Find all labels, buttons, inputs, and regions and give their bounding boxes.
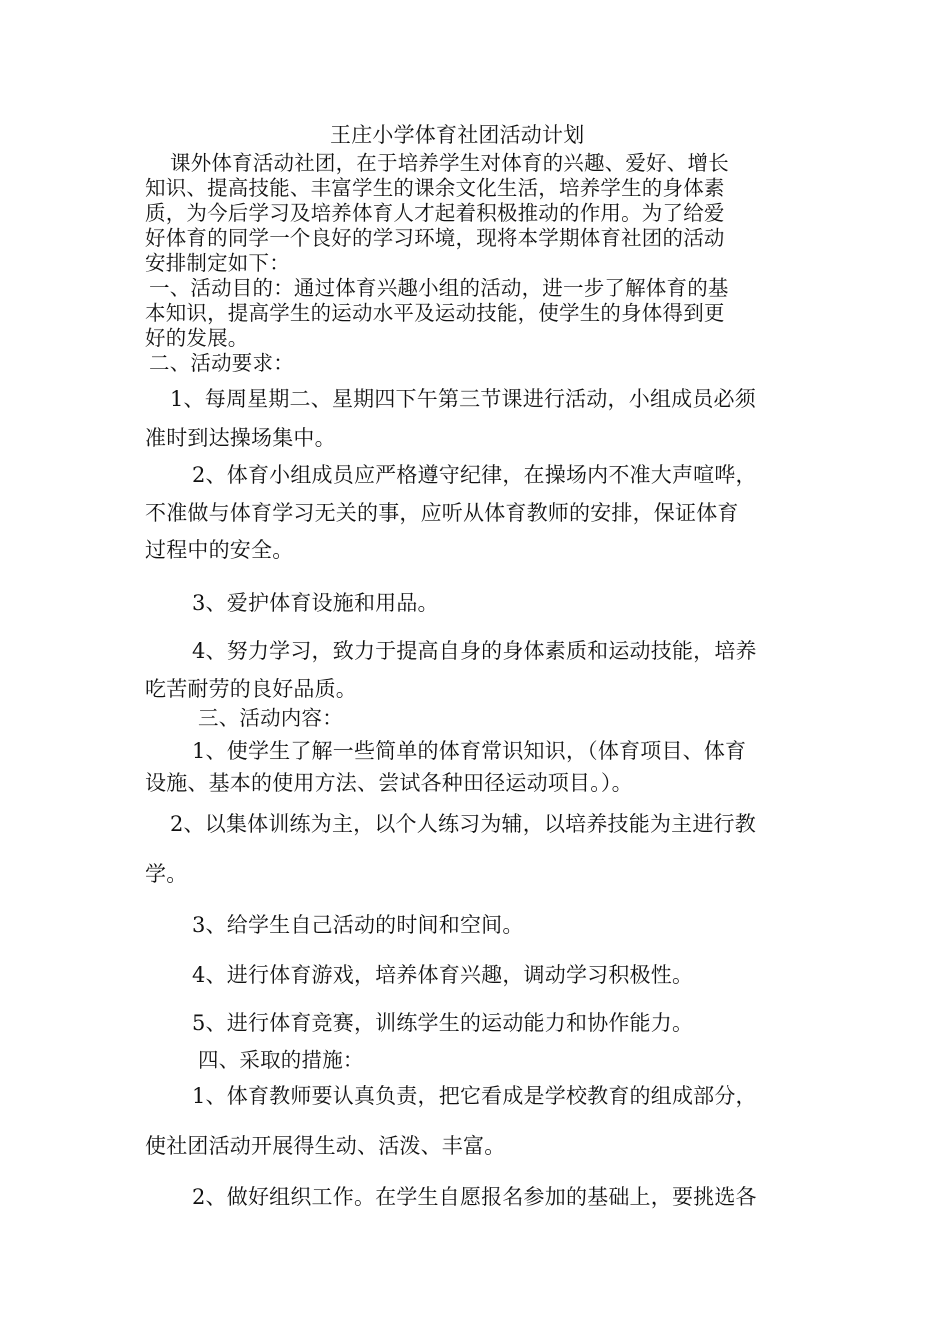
measure-1-line-1: 1、体育教师要认真负责，把它看成是学校教育的组成部分， (192, 1084, 757, 1108)
requirement-4-line-2: 吃苦耐劳的良好品质。 (145, 677, 357, 701)
intro-line-4: 好体育的同学一个良好的学习环境，现将本学期体育社团的活动 (145, 226, 725, 250)
section-1-line-3: 好的发展。 (145, 326, 249, 350)
intro-line-5: 安排制定如下： (145, 251, 290, 275)
section-1-line-2: 本知识，提高学生的运动水平及运动技能，使学生的身体得到更 (145, 301, 725, 325)
content-3: 3、给学生自己活动的时间和空间。 (192, 913, 524, 937)
requirement-1-line-2: 准时到达操场集中。 (145, 426, 336, 450)
requirement-2-line-2: 不准做与体育学习无关的事，应听从体育教师的安排，保证体育 (145, 501, 739, 525)
requirement-4-line-1: 4、努力学习，致力于提高自身的身体素质和运动技能，培养 (192, 639, 757, 663)
requirement-3: 3、爱护体育设施和用品。 (192, 591, 439, 615)
requirement-2-line-1: 2、体育小组成员应严格遵守纪律，在操场内不准大声喧哗， (192, 463, 757, 487)
intro-line-2: 知识、提高技能、丰富学生的课余文化生活，培养学生的身体素 (145, 176, 725, 200)
section-4-heading: 四、采取的措施： (198, 1048, 364, 1072)
measure-1-line-2: 使社团活动开展得生动、活泼、丰富。 (145, 1134, 506, 1158)
requirement-2-line-3: 过程中的安全。 (145, 538, 294, 562)
section-1-line-1: 一、活动目的：通过体育兴趣小组的活动，进一步了解体育的基 (149, 276, 729, 300)
content-1-line-2: 设施、基本的使用方法、尝试各种田径运动项目。）。 (145, 771, 633, 795)
intro-line-3: 质，为今后学习及培养体育人才起着积极推动的作用。为了给爱 (145, 201, 725, 225)
intro-line-1: 课外体育活动社团，在于培养学生对体育的兴趣、爱好、增长 (170, 151, 729, 175)
section-3-heading: 三、活动内容： (198, 706, 343, 730)
content-1-line-1: 1、使学生了解一些简单的体育常识知识，（体育项目、体育 (192, 739, 747, 763)
content-4: 4、进行体育游戏，培养体育兴趣，调动学习积极性。 (192, 963, 694, 987)
content-2-line-1: 2、以集体训练为主，以个人练习为辅，以培养技能为主进行教 (170, 812, 756, 836)
content-5: 5、进行体育竞赛，训练学生的运动能力和协作能力。 (192, 1011, 694, 1035)
section-2-heading: 二、活动要求： (149, 351, 294, 375)
measure-2-line-1: 2、做好组织工作。在学生自愿报名参加的基础上，要挑选各 (192, 1185, 757, 1209)
document-title: 王庄小学体育社团活动计划 (330, 123, 585, 147)
requirement-1-line-1: 1、每周星期二、星期四下午第三节课进行活动，小组成员必须 (170, 387, 756, 411)
content-2-line-2: 学。 (145, 862, 188, 886)
